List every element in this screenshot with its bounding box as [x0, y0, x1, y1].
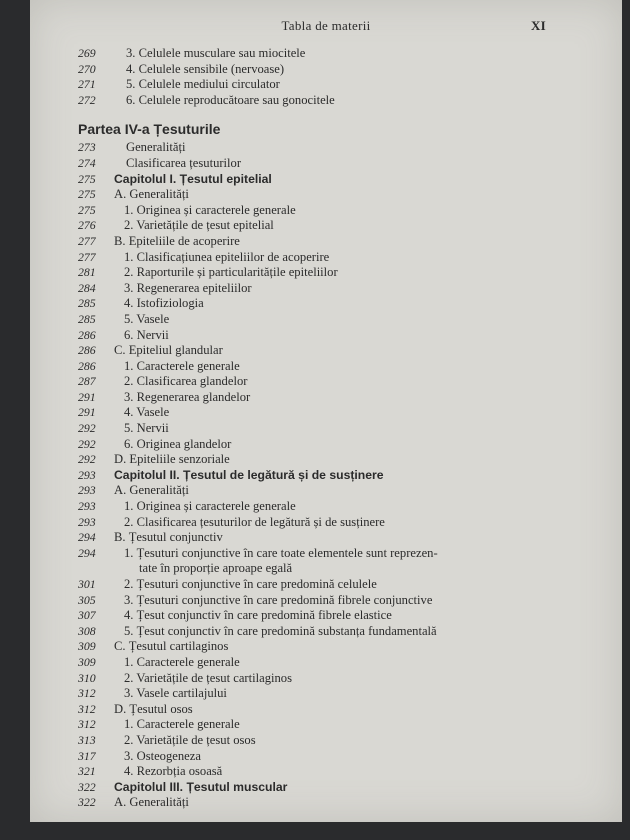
book-page [30, 0, 622, 822]
toc-entry-text: 1. Clasificațiunea epiteliilor de acoperire [124, 249, 330, 264]
toc-entry [78, 530, 538, 546]
toc-entry [78, 156, 538, 172]
section-gap [78, 108, 538, 118]
toc-page-number: 309 [78, 639, 96, 654]
toc-entry [78, 172, 538, 188]
toc-page-number: 275 [78, 171, 96, 186]
toc-entry-text: 1. Originea și caracterele generale [124, 499, 296, 514]
toc-entry [78, 608, 538, 624]
toc-entry-text: 4. Țesut conjunctiv în care predomină fibrele elastice [124, 608, 392, 623]
toc-entry [78, 437, 538, 453]
intro-entries [78, 46, 538, 108]
toc-page-number: 309 [78, 654, 96, 669]
toc-page-number: 308 [78, 623, 96, 638]
toc-entry [78, 515, 538, 531]
toc-entry-text: Capitolul III. Țesutul muscular [114, 779, 288, 794]
toc-entry-text: 2. Raporturile și particularitățile epiteliilor [124, 265, 338, 280]
toc-entry-text: B. Epiteliile de acoperire [114, 233, 240, 248]
toc-page-number: 317 [78, 748, 96, 763]
toc-page-number: 294 [78, 530, 96, 545]
toc-entry [78, 499, 538, 515]
toc-page-number: 275 [78, 187, 96, 202]
toc-page-number: 291 [78, 389, 96, 404]
toc-entry [78, 218, 538, 234]
part-heading [78, 118, 538, 140]
toc-entry [78, 405, 538, 421]
toc-page-number: 312 [78, 701, 96, 716]
toc-entry-text: 4. Vasele [124, 405, 170, 420]
toc-page-number: 284 [78, 280, 96, 295]
toc-entry [78, 234, 538, 250]
toc-entry [78, 795, 538, 811]
toc-page-number: 277 [78, 249, 96, 264]
page-number: XI [530, 18, 546, 33]
toc-entry [78, 624, 538, 640]
toc-page-number: 272 [78, 92, 96, 107]
toc-page-number: 291 [78, 405, 96, 420]
toc-entry-text: C. Epiteliul glandular [114, 343, 223, 358]
toc-page-number: 292 [78, 436, 96, 451]
toc-page-number: 294 [78, 545, 96, 560]
toc-entry [78, 62, 538, 78]
toc-entry-text: 3. Țesuturi conjunctive în care predomină fibrele conjunctive [124, 592, 433, 607]
toc-entry [78, 780, 538, 796]
toc-entry-text: C. Țesutul cartilaginos [114, 639, 229, 654]
toc-entry-text: Capitolul I. Țesutul epitelial [114, 171, 272, 186]
toc-page-number: 271 [78, 77, 96, 92]
toc-entry [78, 639, 538, 655]
toc-entry-text: 6. Originea glandelor [124, 436, 232, 451]
toc-entry-text: 4. Celulele sensibile (nervoase) [126, 61, 285, 76]
toc-page-number: 307 [78, 608, 96, 623]
toc-page-number: 321 [78, 764, 96, 779]
toc-entry [78, 359, 538, 375]
toc-entry [78, 717, 538, 733]
toc-entry-text: Clasificarea țesuturilor [126, 155, 242, 170]
toc-page-number: 277 [78, 233, 96, 248]
toc-page-number: 301 [78, 577, 96, 591]
toc-entry [78, 577, 538, 593]
toc-entry [78, 655, 538, 671]
toc-entry-text: 5. Vasele [124, 311, 170, 326]
toc-entry [78, 733, 538, 749]
toc-entry-text: 1. Țesuturi conjunctive în care toate elementele sunt reprezen- [124, 545, 438, 560]
toc-entry [78, 46, 538, 62]
toc-entry-text: 3. Celulele musculare sau miocitele [126, 46, 306, 60]
toc-entry [78, 390, 538, 406]
toc-entry [78, 483, 538, 499]
toc-entry [78, 250, 538, 266]
toc-entry [78, 265, 538, 281]
toc-entry [78, 764, 538, 780]
toc-entry-text: 1. Originea și caracterele generale [124, 202, 296, 217]
toc-entry [78, 187, 538, 203]
toc-entry-text: Generalități [126, 140, 186, 155]
toc-page-number: 293 [78, 514, 96, 529]
part-heading-text: Partea IV-a Țesuturile [78, 121, 221, 138]
toc-entry [78, 749, 538, 765]
toc-page-number: 292 [78, 421, 96, 436]
toc-entry-text: D. Epiteliile senzoriale [114, 452, 230, 467]
toc-entry-text: A. Generalități [114, 795, 189, 810]
toc-entry [78, 203, 538, 219]
toc-page-number: 270 [78, 61, 96, 76]
toc-entry [78, 546, 538, 562]
toc-page-number: 273 [78, 140, 96, 155]
toc-page-number: 281 [78, 265, 96, 280]
toc-page-number: 276 [78, 218, 96, 233]
toc-entry-text: 3. Regenerarea glandelor [124, 389, 251, 404]
toc-entry-text: tate în proporție aproape egală [139, 561, 293, 576]
toc-entry-text: 2. Clasificarea glandelor [124, 374, 248, 389]
toc-page-number: 312 [78, 686, 96, 701]
toc-entry-text: Capitolul II. Țesutul de legătură și de susținere [114, 467, 384, 482]
toc-page-number: 287 [78, 374, 96, 389]
toc-entry-text: D. Țesutul osos [114, 701, 193, 716]
toc-entry-text: 1. Caracterele generale [124, 717, 240, 732]
toc-page-number: 313 [78, 732, 96, 747]
toc-entry-text: 2. Varietățile de țesut cartilaginos [124, 670, 292, 685]
toc-entry [78, 328, 538, 344]
toc-entry [78, 421, 538, 437]
toc-page-number: 310 [78, 670, 96, 685]
toc-entry-text: 5. Celulele mediului circulator [126, 77, 280, 92]
running-title: Tabla de materii [281, 18, 371, 33]
toc-page-number: 275 [78, 202, 96, 217]
toc-entries [78, 140, 538, 811]
toc-entry-text: 3. Osteogeneza [124, 748, 201, 763]
toc-page-number: 322 [78, 779, 96, 794]
toc-page-number: 286 [78, 327, 96, 342]
table-of-contents [78, 46, 538, 811]
toc-entry-text: 2. Clasificarea țesuturilor de legătură și de susținere [124, 514, 385, 529]
toc-entry-text: 1. Caracterele generale [124, 358, 240, 373]
toc-entry [78, 374, 538, 390]
toc-entry-text: 2. Varietățile de țesut epitelial [124, 218, 274, 233]
toc-entry [78, 468, 538, 484]
toc-page-number: 305 [78, 592, 96, 607]
toc-entry-text: 6. Celulele reproducătoare sau gonocitele [126, 92, 335, 107]
toc-page-number: 292 [78, 452, 96, 467]
toc-page-number: 285 [78, 296, 96, 311]
toc-entry [78, 343, 538, 359]
toc-entry [78, 296, 538, 312]
toc-entry-text: 4. Rezorbția osoasă [124, 764, 223, 779]
toc-entry-text: B. Țesutul conjunctiv [114, 530, 223, 545]
toc-entry-text: A. Generalități [114, 187, 189, 202]
toc-entry-text: 2. Țesuturi conjunctive în care predomină celulele [124, 577, 377, 591]
toc-page-number: 274 [78, 155, 96, 170]
toc-entry [78, 686, 538, 702]
toc-page-number: 322 [78, 795, 96, 810]
toc-entry-text: A. Generalități [114, 483, 189, 498]
toc-page-number: 293 [78, 467, 96, 482]
toc-page-number: 286 [78, 343, 96, 358]
toc-entry [78, 140, 538, 156]
toc-entry [78, 93, 538, 109]
toc-entry-text: 6. Nervii [124, 327, 169, 342]
toc-page-number: 286 [78, 358, 96, 373]
toc-entry-text: 5. Țesut conjunctiv în care predomină substanța fundamentală [124, 623, 437, 638]
toc-page-number: 285 [78, 311, 96, 326]
toc-entry [78, 593, 538, 609]
toc-page-number: 293 [78, 499, 96, 514]
toc-page-number: 293 [78, 483, 96, 498]
toc-entry [78, 452, 538, 468]
toc-entry [78, 312, 538, 328]
toc-entry [78, 281, 538, 297]
toc-entry-text: 3. Vasele cartilajului [124, 686, 227, 701]
toc-entry-text: 1. Caracterele generale [124, 654, 240, 669]
toc-entry [78, 671, 538, 687]
toc-page-number: 312 [78, 717, 96, 732]
toc-entry [78, 561, 538, 577]
toc-page-number: 269 [78, 46, 96, 60]
toc-entry [78, 77, 538, 93]
toc-entry-text: 2. Varietățile de țesut osos [124, 732, 256, 747]
toc-entry-text: 5. Nervii [124, 421, 169, 436]
toc-entry-text: 3. Regenerarea epiteliilor [124, 280, 252, 295]
toc-entry-text: 4. Istofiziologia [124, 296, 204, 311]
toc-entry [78, 702, 538, 718]
